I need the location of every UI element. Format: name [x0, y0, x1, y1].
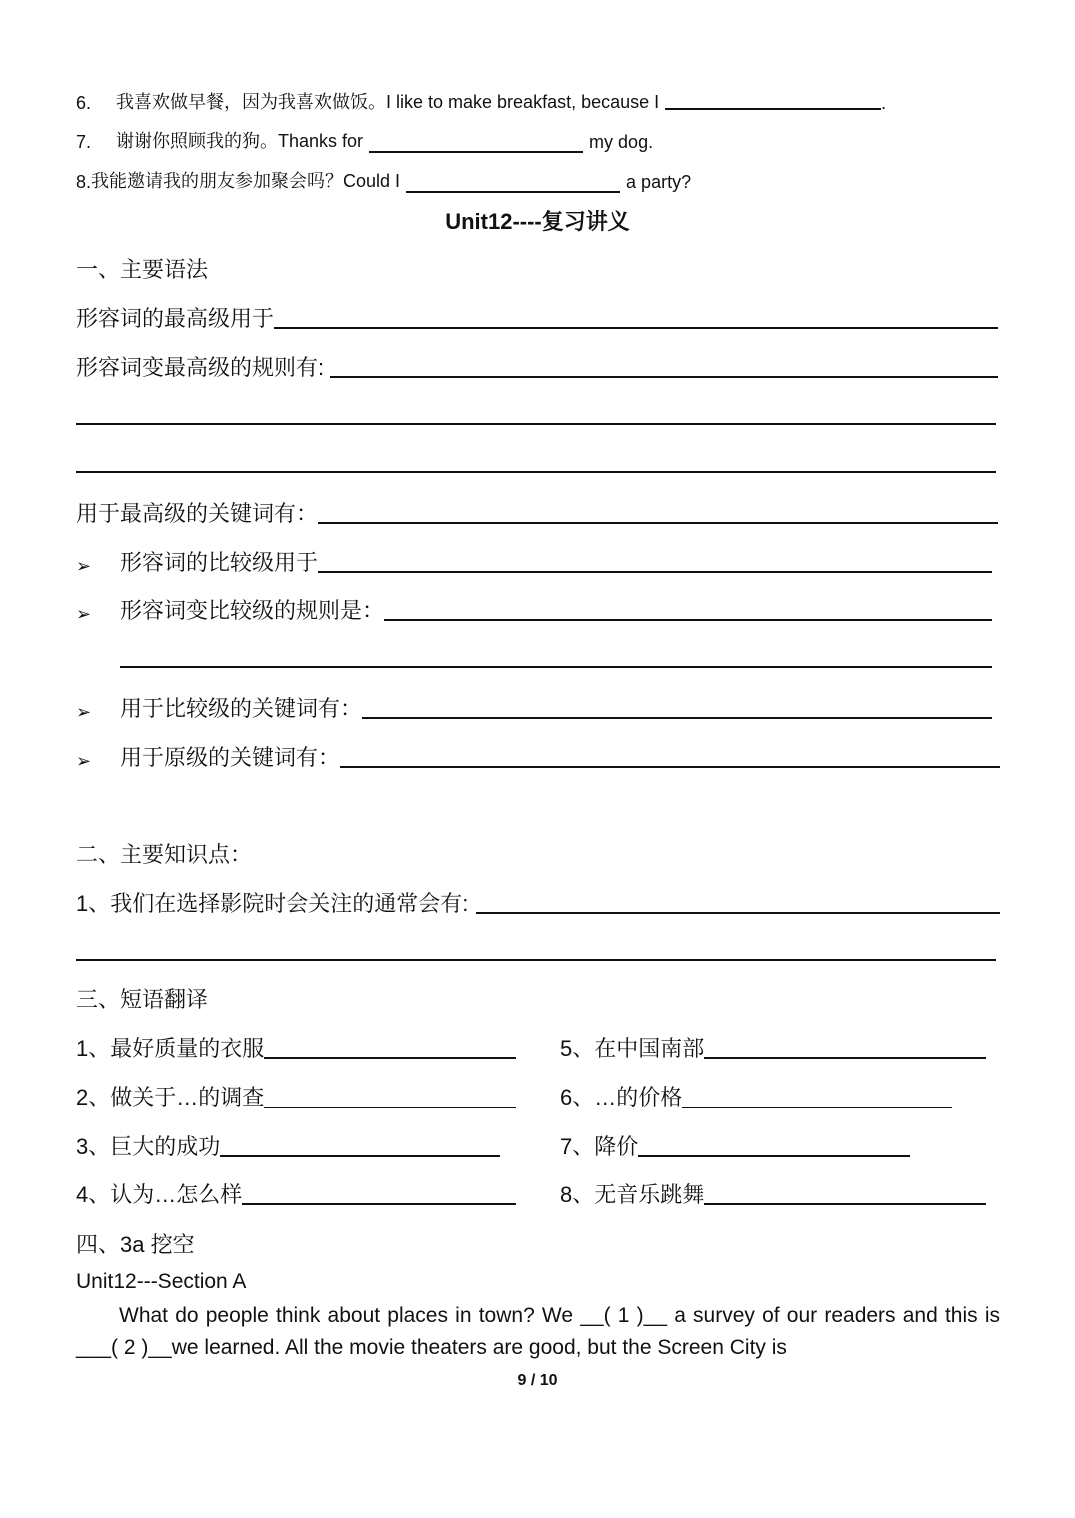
item-label: 3、巨大的成功 [76, 1134, 221, 1159]
phrase-item [560, 1178, 986, 1209]
exercise-text: 我喜欢做早餐，因为我喜欢做饭。I like to make breakfast, because I [116, 92, 660, 112]
exercise-text: 谢谢你照顾我的狗。Thanks for [116, 131, 364, 151]
answer-blank[interactable] [264, 1056, 516, 1059]
answer-blank[interactable] [704, 1202, 986, 1205]
exercise-suffix: my dog. [589, 132, 654, 152]
passage-text: What do people think about places in town? We __( 1 )__ a survey of our readers and this is ___( 2 )__we learned. All the movie theaters are good, but the Screen City is [76, 1304, 1000, 1359]
phrase-item [560, 1032, 986, 1063]
item-label: 形容词的比较级用于 [120, 550, 319, 575]
answer-blank[interactable] [362, 716, 992, 719]
knowledge-item [76, 887, 1000, 918]
exercise-number: 6. [76, 93, 92, 113]
item-label: 形容词的最高级用于 [76, 306, 275, 331]
phrase-item [76, 1032, 516, 1063]
section3-heading: 三、短语翻译 [76, 987, 209, 1012]
phrase-item [76, 1178, 516, 1209]
arrow-bullet-icon: ➢ [76, 751, 92, 771]
answer-blank[interactable] [384, 618, 992, 621]
arrow-bullet-icon: ➢ [76, 604, 92, 624]
grammar-bullet-item [76, 741, 1000, 772]
item-label: 形容词变比较级的规则是： [120, 598, 385, 623]
exercise-number: 7. [76, 132, 92, 152]
exercise-suffix: a party? [626, 172, 692, 192]
section1-heading: 一、主要语法 [76, 257, 209, 282]
exercise-7 [76, 127, 653, 153]
section2-heading: 二、主要知识点： [76, 842, 253, 867]
phrase-item [76, 1081, 516, 1112]
answer-blank[interactable] [274, 326, 998, 329]
answer-line[interactable] [76, 959, 996, 961]
answer-line[interactable] [76, 423, 996, 425]
section4-subheading: Unit12---Section A [76, 1270, 247, 1293]
item-label: 用于最高级的关键词有： [76, 501, 319, 526]
grammar-item [76, 497, 998, 528]
answer-line[interactable] [120, 666, 992, 668]
exercise-text: 我能邀请我的朋友参加聚会吗？Could I [91, 171, 401, 191]
answer-blank[interactable] [665, 107, 881, 110]
grammar-item [76, 302, 998, 333]
exercise-number: 8. [76, 172, 92, 192]
answer-blank[interactable] [264, 1106, 516, 1108]
item-label: 4、认为…怎么样 [76, 1182, 243, 1207]
answer-blank[interactable] [638, 1154, 910, 1157]
item-label: 8、无音乐跳舞 [560, 1182, 705, 1207]
exercise-6 [76, 88, 886, 114]
answer-blank[interactable] [704, 1056, 986, 1059]
answer-blank[interactable] [406, 190, 620, 193]
grammar-bullet-item [76, 594, 992, 625]
arrow-bullet-icon: ➢ [76, 702, 92, 722]
section4-heading: 四、3a 挖空 [76, 1232, 195, 1257]
item-label: 6、…的价格 [560, 1085, 683, 1110]
answer-blank[interactable] [220, 1154, 500, 1157]
item-label: 用于比较级的关键词有： [120, 696, 363, 721]
answer-blank[interactable] [318, 521, 998, 524]
answer-blank[interactable] [682, 1106, 952, 1108]
phrase-item [560, 1130, 910, 1161]
answer-blank[interactable] [369, 150, 583, 153]
item-label: 7、降价 [560, 1134, 639, 1159]
answer-blank[interactable] [242, 1202, 516, 1205]
page-number: 9 / 10 [517, 1372, 558, 1389]
item-label: 用于原级的关键词有： [120, 745, 341, 770]
item-label: 1、我们在选择影院时会关注的通常会有: [76, 891, 469, 916]
phrase-item [560, 1081, 952, 1112]
answer-line[interactable] [76, 471, 996, 473]
answer-blank[interactable] [318, 570, 992, 573]
answer-blank[interactable] [476, 911, 1000, 914]
phrase-item [76, 1130, 500, 1161]
grammar-bullet-item [76, 692, 992, 723]
answer-blank[interactable] [330, 375, 998, 378]
item-label: 形容词变最高级的规则有: [76, 355, 325, 380]
item-label: 2、做关于…的调查 [76, 1085, 265, 1110]
answer-blank[interactable] [340, 765, 1000, 768]
item-label: 1、最好质量的衣服 [76, 1036, 265, 1061]
item-label: 5、在中国南部 [560, 1036, 705, 1061]
grammar-item [76, 351, 998, 382]
grammar-bullet-item [76, 546, 992, 577]
exercise-8 [76, 167, 691, 193]
arrow-bullet-icon: ➢ [76, 556, 92, 576]
exercise-suffix: . [881, 93, 887, 113]
page-title: Unit12----复习讲义 [445, 209, 630, 234]
